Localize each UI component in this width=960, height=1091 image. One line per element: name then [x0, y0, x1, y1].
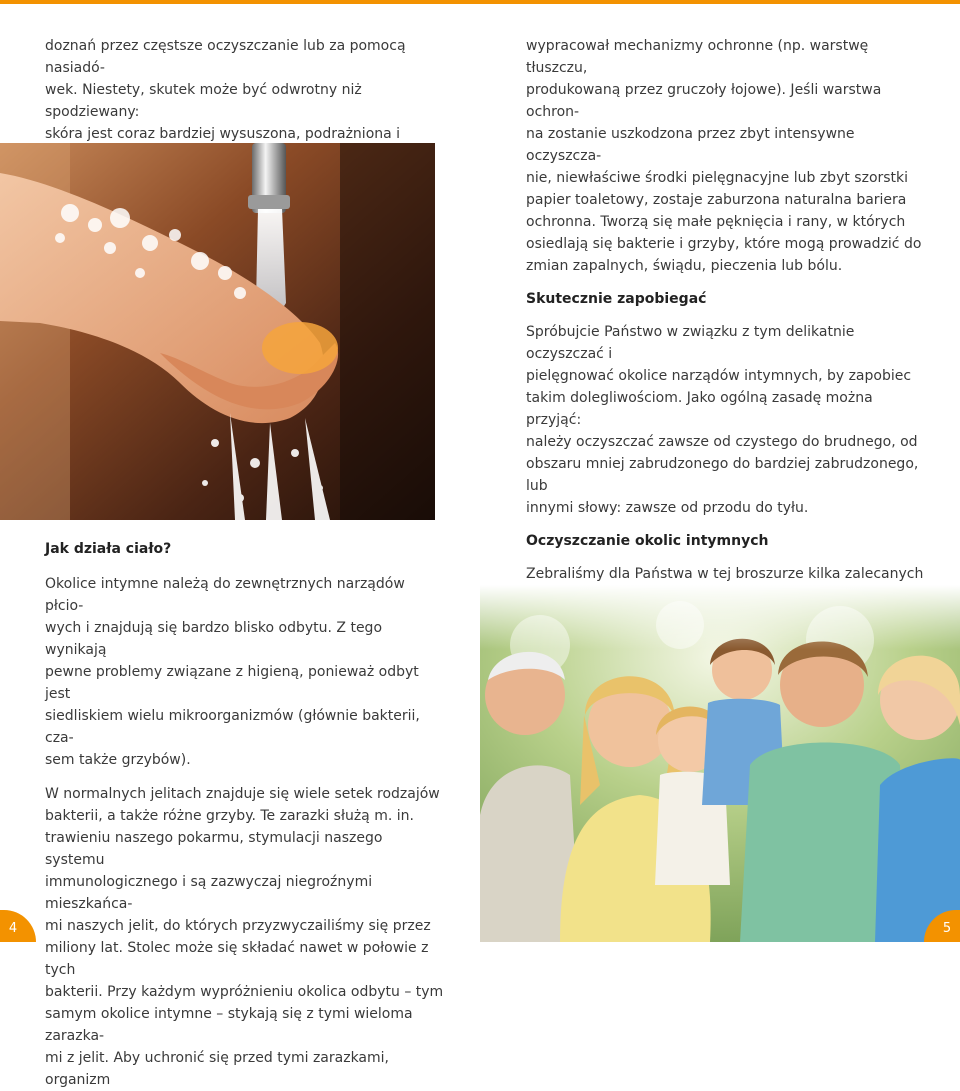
body-paragraph — [526, 35, 926, 277]
text-line: Okolice intymne należą do zewnętrznych narządów płcio- — [45, 576, 405, 614]
top-accent-bar — [0, 0, 960, 4]
text-line: wych i znajdują się bardzo blisko odbytu. Z tego wynikają — [45, 620, 383, 658]
text-line: bakterii. Przy każdym wypróżnieniu okolica odbytu – tym — [45, 984, 444, 1000]
body-paragraph — [45, 573, 445, 771]
text-line: produkowaną przez gruczoły łojowe). Jeśli warstwa ochron- — [526, 82, 882, 120]
family-group-photo — [480, 585, 960, 942]
section-heading: Skutecznie zapobiegać — [526, 291, 707, 307]
section-heading: Oczyszczanie okolic intymnych — [526, 533, 769, 549]
text-line: nie, niewłaściwe środki pielęgnacyjne lub zbyt szorstki — [526, 170, 909, 186]
text-line: mi z jelit. Aby uchronić się przed tymi zarazkami, organizm — [45, 1050, 389, 1088]
text-line: osiedlają się bakterie i grzyby, które mogą prowadzić do — [526, 236, 922, 252]
page-number-left: 4 — [0, 910, 36, 942]
text-line: Spróbujcie Państwo w związku z tym delikatnie oczyszczać i — [526, 324, 855, 362]
text-line: bakterii, a także różne grzyby. Te zarazki służą m. in. — [45, 808, 414, 824]
hands-washing-photo — [0, 143, 435, 520]
text-line: pewne problemy związane z higieną, ponieważ odbyt jest — [45, 664, 419, 702]
text-line: takim dolegliwościom. Jako ogólną zasadę można przyjąć: — [526, 390, 873, 428]
text-line: miliony lat. Stolec może się składać nawet w połowie z tych — [45, 940, 429, 978]
text-line: Zebraliśmy dla Państwa w tej broszurze kilka zalecanych — [526, 566, 924, 582]
text-line: wek. Niestety, skutek może być odwrotny niż spodziewany: — [45, 82, 362, 120]
text-line: sem także grzybów). — [45, 752, 191, 768]
text-line: ochronna. Tworzą się małe pęknięcia i rany, w których — [526, 214, 906, 230]
text-line: zmian zapalnych, świądu, pieczenia lub bólu. — [526, 258, 843, 274]
body-paragraph — [45, 783, 445, 1091]
text-line: pielęgnować okolice narządów intymnych, by zapobiec — [526, 368, 912, 384]
left-body — [45, 539, 445, 1091]
page-number-right: 5 — [924, 910, 960, 942]
text-line: papier toaletowy, zostaje zaburzona naturalna bariera — [526, 192, 907, 208]
text-line: mi naszych jelit, do których przyzwyczailiśmy się przez — [45, 918, 431, 934]
text-line: wypracował mechanizmy ochronne (np. warstwę tłuszczu, — [526, 38, 869, 76]
text-line: skóra jest coraz bardziej wysuszona, podrażniona i — [45, 126, 401, 142]
text-line: doznań przez częstsze oczyszczanie lub za pomocą nasiadó- — [45, 38, 406, 76]
section-heading: Jak działa ciało? — [45, 541, 172, 557]
text-line: obszaru mniej zabrudzonego do bardziej zabrudzonego, lub — [526, 456, 919, 494]
text-line: siedliskiem wielu mikroorganizmów (głównie bakterii, cza- — [45, 708, 420, 746]
text-line: na zostanie uszkodzona przez zbyt intensywne oczyszcza- — [526, 126, 855, 164]
text-line: W normalnych jelitach znajduje się wiele setek rodzajów — [45, 786, 440, 802]
text-line: innymi słowy: zawsze od przodu do tyłu. — [526, 500, 809, 516]
text-line: immunologicznego i są zazwyczaj niegroźnymi mieszkańca- — [45, 874, 373, 912]
text-line: należy oczyszczać zawsze od czystego do brudnego, od — [526, 434, 918, 450]
text-line: samym okolice intymne – stykają się z tymi wieloma zarazka- — [45, 1006, 413, 1044]
body-paragraph — [526, 321, 926, 519]
text-line: trawieniu naszego pokarmu, stymulacji naszego systemu — [45, 830, 383, 868]
